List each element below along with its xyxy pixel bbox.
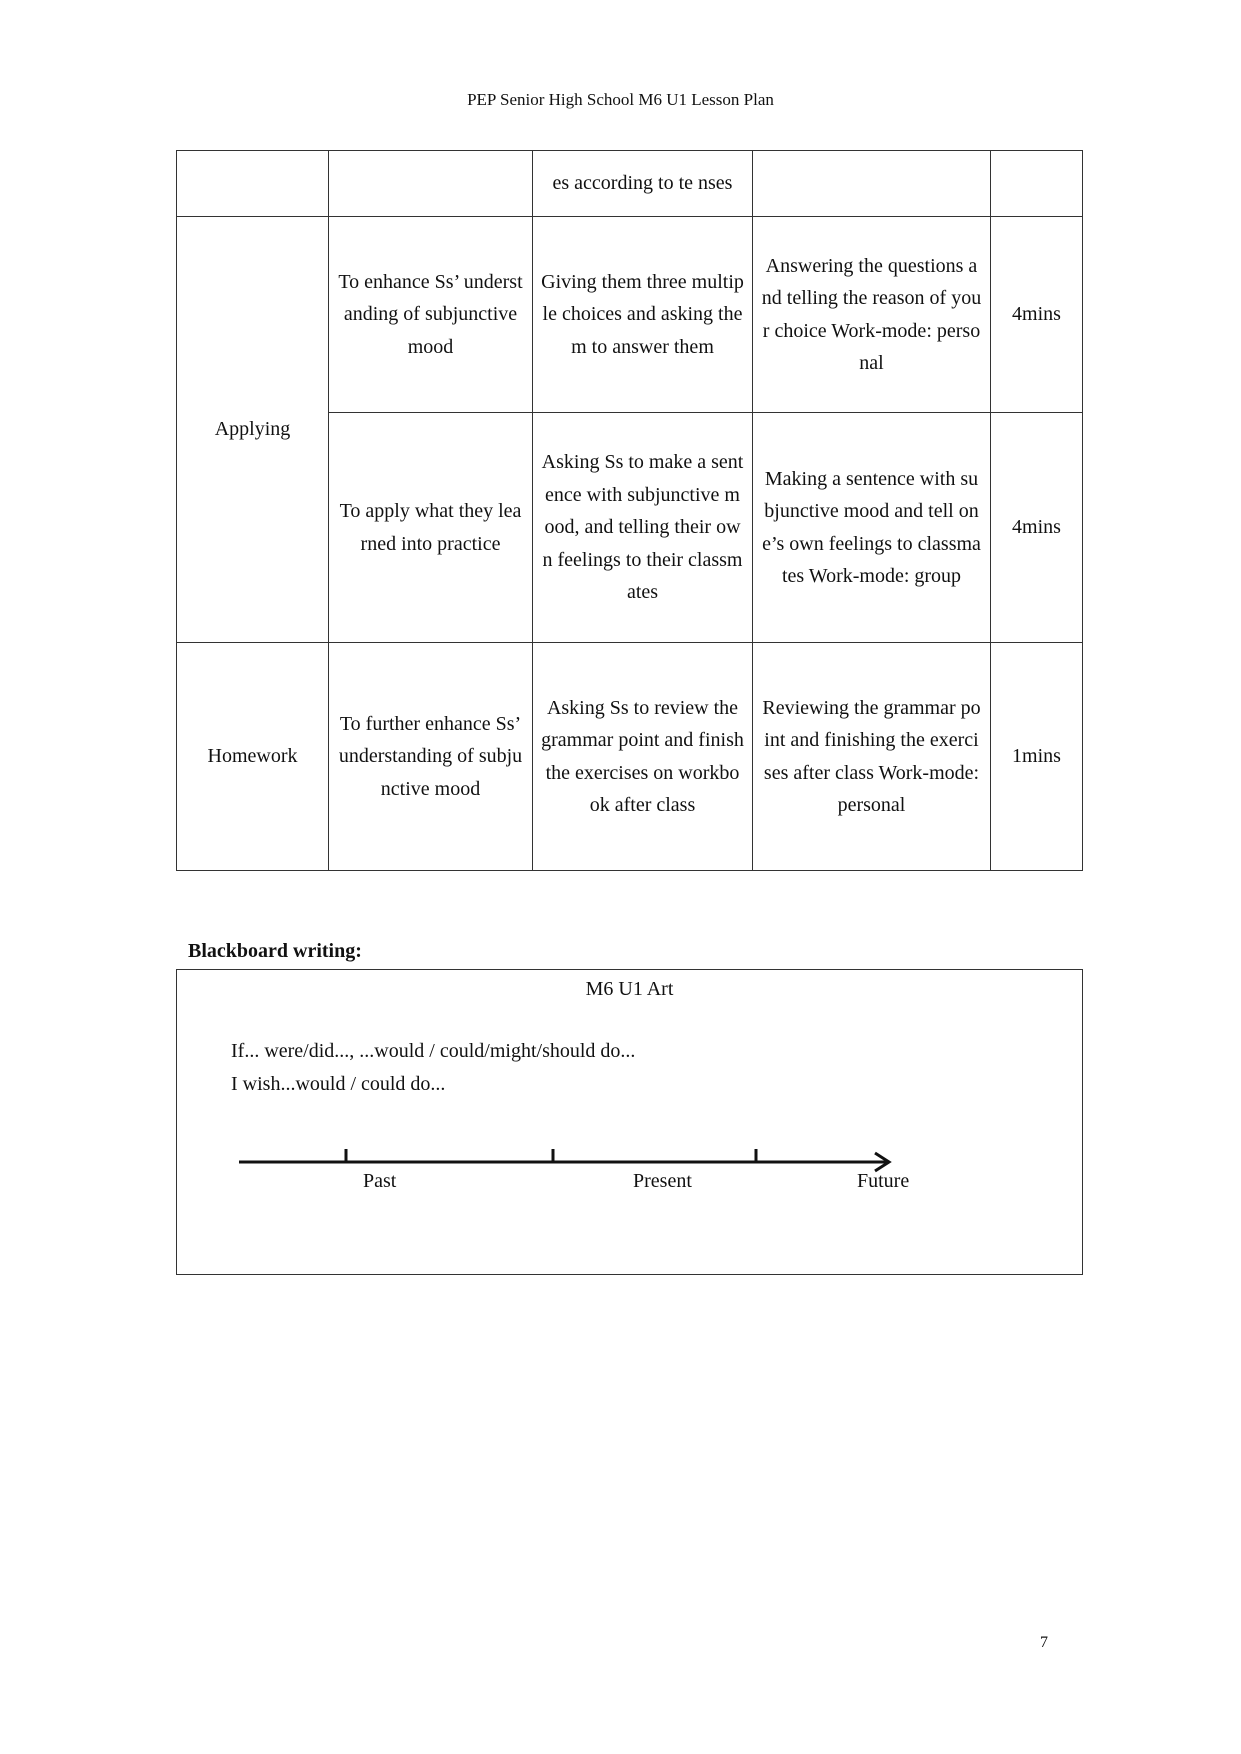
time-cell: 1mins xyxy=(991,643,1083,871)
timeline-label-present: Present xyxy=(633,1170,692,1192)
activity-cell: Giving them three multiple choices and asking them to answer them xyxy=(533,217,753,413)
objective-cell xyxy=(329,151,533,217)
stage-cell xyxy=(177,151,329,217)
activity-cell: es according to te nses xyxy=(533,151,753,217)
objective-cell: To apply what they learned into practice xyxy=(329,413,533,643)
time-cell xyxy=(991,151,1083,217)
timeline-diagram xyxy=(239,1147,899,1177)
blackboard-heading: Blackboard writing: xyxy=(188,940,362,962)
time-cell: 4mins xyxy=(991,217,1083,413)
lesson-plan-table xyxy=(176,150,1083,871)
student-activity-cell xyxy=(753,151,991,217)
activity-cell: Asking Ss to review the grammar point and finish the exercises on workbook after class xyxy=(533,643,753,871)
stage-cell: Homework xyxy=(177,643,329,871)
blackboard-line-1: If... were/did..., ...would / could/might/should do... xyxy=(231,1040,636,1062)
activity-cell: Asking Ss to make a sentence with subjunctive mood, and telling their own feelings to their classmates xyxy=(533,413,753,643)
table-row xyxy=(177,151,1083,217)
page-number: 7 xyxy=(1040,1634,1048,1651)
timeline-label-past: Past xyxy=(363,1170,397,1192)
time-cell: 4mins xyxy=(991,413,1083,643)
objective-cell: To further enhance Ss’ understanding of subjunctive mood xyxy=(329,643,533,871)
student-activity-cell: Making a sentence with subjunctive mood and tell one’s own feelings to classmates Work-mode: group xyxy=(753,413,991,643)
timeline-label-future: Future xyxy=(857,1170,910,1192)
page-header: PEP Senior High School M6 U1 Lesson Plan xyxy=(467,90,774,109)
blackboard-line-2: I wish...would / could do... xyxy=(231,1073,446,1095)
student-activity-cell: Reviewing the grammar point and finishing the exercises after class Work-mode: personal xyxy=(753,643,991,871)
stage-cell: Applying xyxy=(177,217,329,643)
objective-cell: To enhance Ss’ understanding of subjunctive mood xyxy=(329,217,533,413)
blackboard-title: M6 U1 Art xyxy=(585,978,674,1000)
blackboard-box xyxy=(176,969,1083,1275)
table-row xyxy=(177,643,1083,871)
student-activity-cell: Answering the questions and telling the reason of your choice Work-mode: personal xyxy=(753,217,991,413)
table-row xyxy=(177,217,1083,413)
